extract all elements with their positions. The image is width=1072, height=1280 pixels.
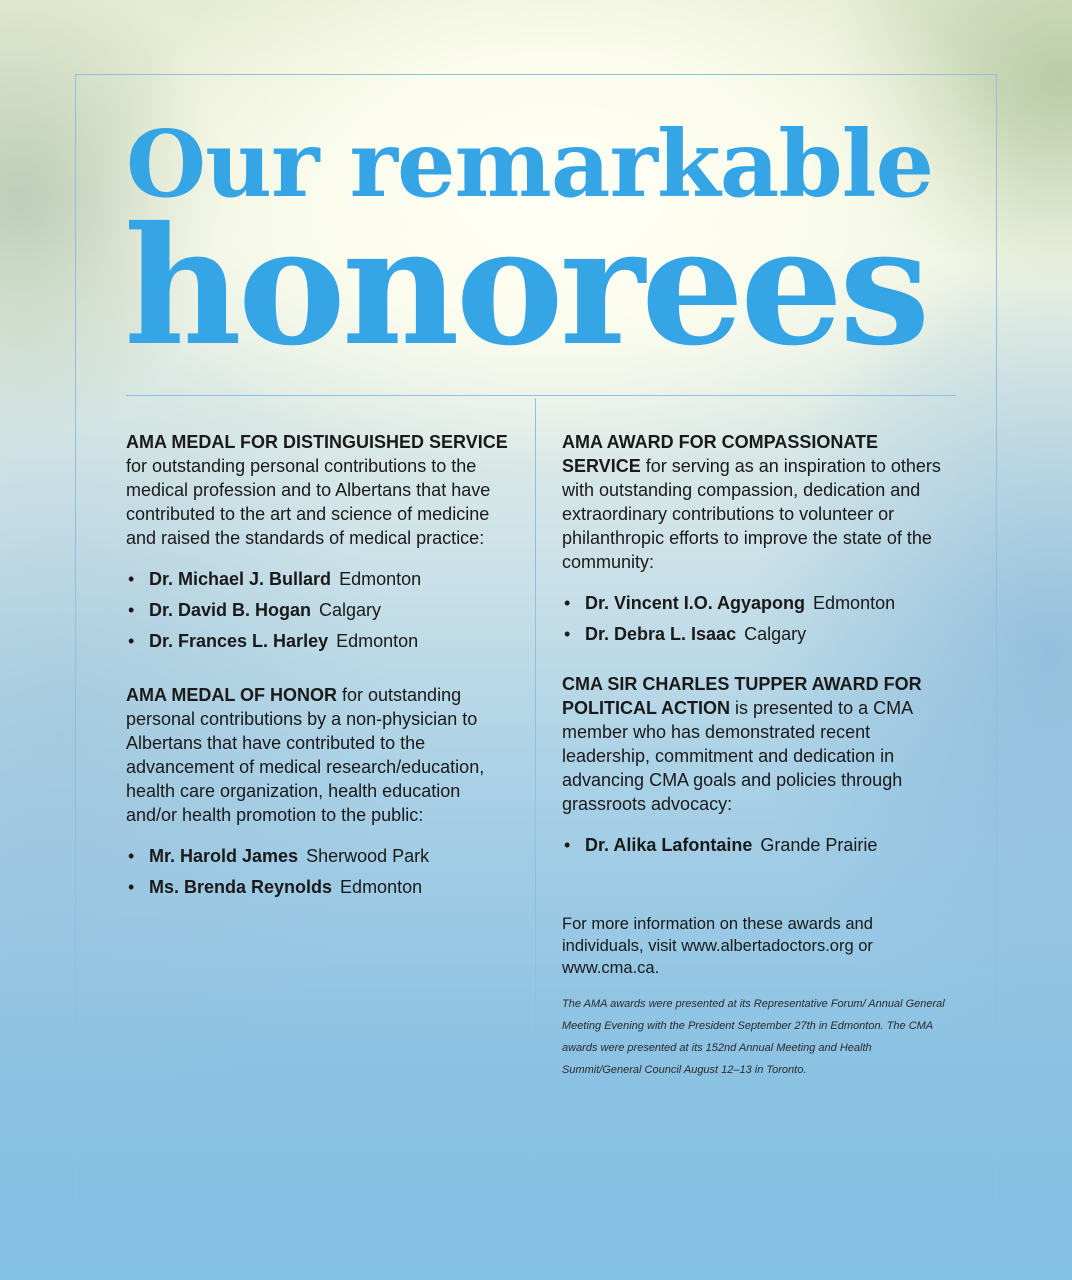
honoree-city: Edmonton [340,877,423,897]
honoree-name: Ms. Brenda Reynolds [149,877,333,897]
honoree-city: Edmonton [339,569,422,589]
award-description: for serving as an inspiration to others with outstanding compassion, dedication and extraordinary contributions to volunteer or philanthropic efforts to improve the state of the community: [562,456,941,572]
list-item [562,830,947,861]
award-distinguished-service [126,430,511,550]
honoree-name: Dr. Alika Lafontaine [585,835,753,855]
honoree-city: Sherwood Park [306,846,430,866]
honoree-name: Dr. Debra L. Isaac [585,624,737,644]
list-item [562,588,947,619]
footnote: The AMA awards were presented at its Representative Forum/ Annual General Meeting Evening with the President September 27th in Edmonton. The CMA awards were presented at its 152nd Annual Meeting and Health Summit/General Council August 12–13 in Toronto. [562,998,945,1076]
honoree-list [562,830,947,861]
horizontal-divider [126,395,956,396]
vertical-divider [535,398,536,1158]
list-item [126,872,511,903]
award-name: AMA MEDAL FOR DISTINGUISHED SERVICE [126,432,508,452]
honoree-name: Dr. David B. Hogan [149,600,312,620]
honoree-list [126,841,511,903]
award-description: is presented to a CMA member who has demonstrated recent leadership, commitment and dedication in advancing CMA goals and policies through grassroots advocacy: [562,698,913,814]
honoree-name: Dr. Frances L. Harley [149,631,329,651]
honoree-city: Grande Prairie [760,835,878,855]
honoree-list [562,588,947,650]
honoree-name: Dr. Vincent I.O. Agyapong [585,593,806,613]
list-item [126,841,511,872]
honoree-name: Dr. Michael J. Bullard [149,569,332,589]
list-item [126,564,511,595]
award-compassionate-service [562,430,947,574]
right-column [562,430,947,1081]
honoree-city: Edmonton [813,593,896,613]
honoree-city: Calgary [319,600,382,620]
list-item [126,626,511,657]
award-tupper [562,672,947,816]
award-name: AMA AWARD FOR COMPASSIONATE SERVICE [562,432,878,476]
award-description: for outstanding personal contributions by a non-physician to Albertans that have contributed to the advancement of medical research/education, health care organization, health education and/or health promotion to the public: [126,685,485,825]
list-item [562,619,947,650]
award-name: AMA MEDAL OF HONOR [126,685,337,705]
award-name: CMA SIR CHARLES TUPPER AWARD FOR POLITICAL ACTION [562,674,922,718]
list-item [126,595,511,626]
honoree-city: Edmonton [336,631,419,651]
title-line-1: Our remarkable [126,110,934,218]
title-line-2: honorees [124,192,927,382]
left-column [126,430,511,903]
award-medal-of-honor [126,683,511,827]
more-info-text: For more information on these awards and individuals, visit www.albertadoctors.org or www.cma.ca. [562,915,873,977]
honoree-name: Mr. Harold James [149,846,299,866]
honoree-city: Calgary [744,624,807,644]
award-description: for outstanding personal contributions to the medical profession and to Albertans that have contributed to the art and science of medicine and raised the standards of medical practice: [126,456,491,548]
honoree-list [126,564,511,657]
